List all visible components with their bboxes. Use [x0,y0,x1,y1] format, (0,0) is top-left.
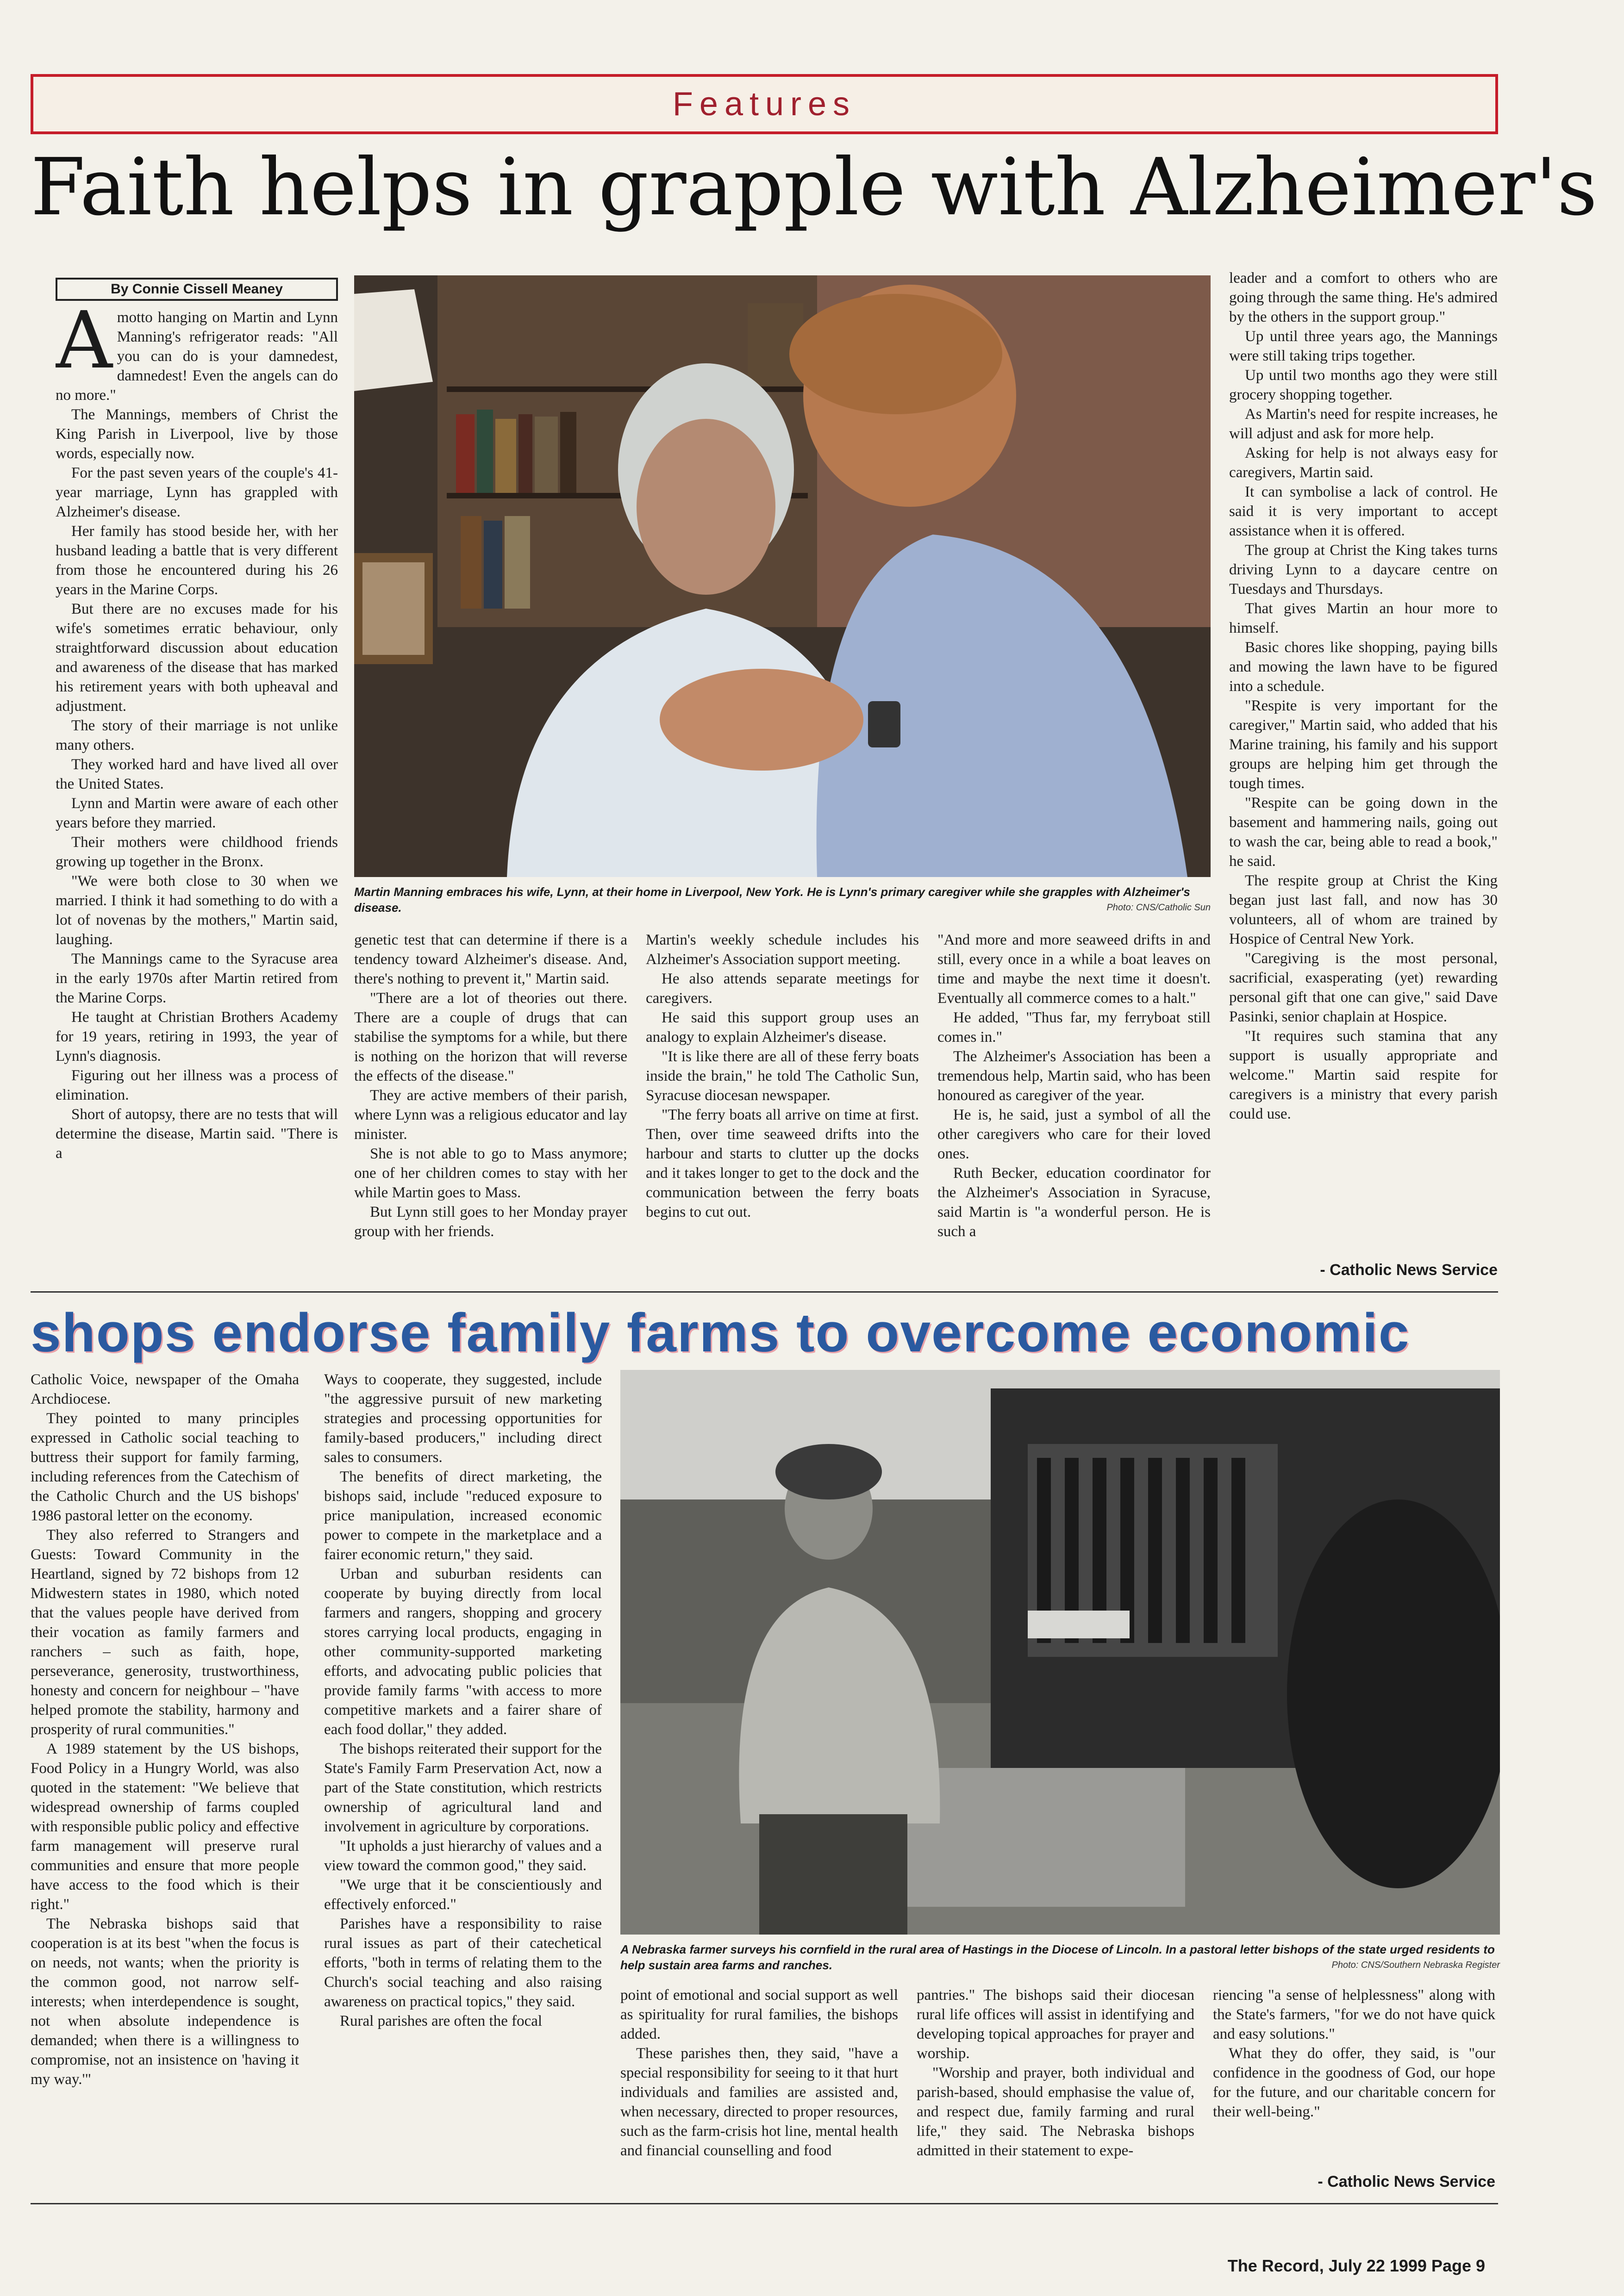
paragraph: Urban and suburban residents can cooperate by buying directly from local farmers and rangers, shopping and grocery stores carrying local products, engaging in other community-supported marketing efforts, and advocating public policies that provide family farms "with access to more competitive markets and a fairer share of each food dollar," they added. [324,1566,602,1738]
photo1-caption: Martin Manning embraces his wife, Lynn, at their home in Liverpool, New York. He is Lynn's primary caregiver while she grapples with Alzheimer's disease. [354,885,1190,915]
paragraph: The Mannings came to the Syracuse area in the early 1970s after Martin retired from the Marine Corps. [56,951,338,1006]
photo1-credit: Photo: CNS/Catholic Sun [1106,902,1211,913]
paragraph: Lynn and Martin were aware of each other years before they married. [56,795,338,831]
photo2-caption: A Nebraska farmer surveys his cornfield in the rural area of Hastings in the Diocese of Lincoln. In a pastoral letter bishops of the state urged residents to help sustain area farms and ranches. [620,1942,1495,1972]
paragraph: "We urge that it be conscientiously and effectively enforced." [324,1877,602,1913]
paragraph: He added, "Thus far, my ferryboat still comes in." [937,1009,1211,1045]
article2-column-5 [1213,1985,1495,2171]
photo2-credit: Photo: CNS/Southern Nebraska Register [1331,1960,1500,1970]
paragraph: Up until three years ago, the Mannings were still taking trips together. [1229,328,1498,364]
paragraph: The bishops reiterated their support for the State's Family Farm Preservation Act, now a part of the State constitution, which restricts ownership of agricultural land and involvement in agriculture by corporations. [324,1741,602,1835]
paragraph: He said this support group uses an analogy to explain Alzheimer's disease. [646,1009,919,1045]
paragraph: That gives Martin an hour more to himself. [1229,600,1498,636]
paragraph: Asking for help is not always easy for caregivers, Martin said. [1229,445,1498,481]
photo-nebraska-farmer [620,1370,1500,1935]
article2-column-4 [917,1985,1194,2198]
paragraph: Their mothers were childhood friends growing up together in the Bronx. [56,834,338,870]
paragraph: What they do offer, they said, is "our confidence in the goodness of God, our hope for the future, and our charitable concern for their well-being." [1213,2045,1495,2120]
photo-couple-embrace [354,275,1211,877]
paragraph: Her family has stood beside her, with her husband leading a battle that is very different from those he encountered during his 26 years in the Marine Corps. [56,523,338,598]
article1-signoff: - Catholic News Service [1320,1261,1498,1279]
paragraph: point of emotional and social support as well as spirituality for rural families, the bishops added. [620,1987,898,2042]
paragraph: motto hanging on Martin and Lynn Manning's refrigerator reads: "All you can do is your damnedest, damnedest! Even the angels can do no more." [56,309,338,404]
article2-column-1 [31,1370,299,2198]
paragraph: "Caregiving is the most personal, sacrificial, exasperating (yet) rewarding personal gift that one can give," said Dave Pasinki, senior chaplain at Hospice. [1229,950,1498,1025]
paragraph: The respite group at Christ the King began just last fall, and now has 30 volunteers, all of whom are trained by Hospice of Central New York. [1229,872,1498,947]
paragraph: The Mannings, members of Christ the King Parish in Liverpool, live by those words, especially now. [56,406,338,462]
article2-column-2 [324,1370,602,2198]
paragraph: pantries." The bishops said their diocesan rural life offices will assist in identifying and developing topical approaches for prayer and worship. [917,1987,1194,2062]
paragraph: "Respite can be going down in the basement and hammering nails, going out to wash the car, being able to read a book," he said. [1229,795,1498,870]
article2-headline: shops endorse family farms to overcome economic [31,1302,1410,1363]
paragraph: "It requires such stamina that any support is usually appropriate and welcome." Martin said respite for caregivers is a ministry that every parish could use. [1229,1028,1498,1122]
article-headline: Faith helps in grapple with Alzheimer's [31,142,1598,233]
paragraph: "It upholds a just hierarchy of values and a view toward the common good," they said. [324,1838,602,1874]
paragraph: He also attends separate meetings for caregivers. [646,971,919,1007]
paragraph: Ways to cooperate, they suggested, include "the aggressive pursuit of new marketing strategies and processing opportunities for family-based producers," including direct sales to consumers. [324,1371,602,1466]
paragraph: genetic test that can determine if there is a tendency toward Alzheimer's disease. And, there's nothing to prevent it," Martin said. [354,932,627,987]
paragraph: The story of their marriage is not unlike many others. [56,717,338,753]
drop-cap: A [56,308,112,386]
paragraph: "We were both close to 30 when we married. I think it had something to do with a lot of novenas by the mothers," Martin said, laughing. [56,873,338,948]
article2-column-3 [620,1985,898,2198]
paragraph: "There are a lot of theories out there. There are a couple of drugs that can stabilise the symptoms for a while, but there is nothing on the horizon that will reverse the effects of the disease." [354,990,627,1084]
paragraph: "Worship and prayer, both individual and parish-based, should emphasise the value of, and respect due, family farming and rural life," they said. The Nebraska bishops admitted in their statement to expe- [917,2065,1194,2159]
paragraph: The Nebraska bishops said that cooperation is at its best "when the focus is on needs, not wants; when the priority is the common good, not narrow self-interests; when interdependence is sought, not when absolute independence is demanded; when there is a willingness to compromise, not an insistence on 'having it my way.'" [31,1916,299,2088]
paragraph: "And more and more seaweed drifts in and still, every once in a while a boat leaves on time and maybe the next time it doesn't. Eventually all commerce comes to a halt." [937,932,1211,1007]
article1-column-1 [56,308,338,1289]
paragraph: Catholic Voice, newspaper of the Omaha Archdiocese. [31,1371,299,1407]
paragraph: "Respite is very important for the caregiver," Martin said, who added that his Marine training, his family and his support groups are helping him get through the tough times. [1229,697,1498,792]
paragraph: He is, he said, just a symbol of all the other caregivers who care for their loved ones. [937,1107,1211,1162]
paragraph: Short of autopsy, there are no tests that will determine the disease, Martin said. "There is a [56,1106,338,1162]
article-divider [31,1291,1498,1293]
paragraph: "The ferry boats all arrive on time at first. Then, over time seaweed drifts into the harbour and starts to clutter up the docks and it takes longer to get to the dock and the communication between the ferry boats begins to cut out. [646,1107,919,1220]
paragraph: The benefits of direct marketing, the bishops said, include "reduced exposure to price manipulation, increased economic power to compete in the marketplace and a fairer economic return," they said. [324,1468,602,1563]
paragraph: It can symbolise a lack of control. He said it is very important to accept assistance when it is offered. [1229,484,1498,539]
section-label: Features [672,86,856,123]
paragraph: For the past seven years of the couple's 41-year marriage, Lynn has grappled with Alzheimer's disease. [56,465,338,520]
paragraph: A 1989 statement by the US bishops, Food Policy in a Hungry World, was also quoted in the statement: "We believe that widespread ownership of farms coupled with responsible public policy and effective farm management will preserve rural communities and ensure that more people have access to the food which is their right." [31,1741,299,1913]
paragraph: Martin's weekly schedule includes his Alzheimer's Association support meeting. [646,932,919,968]
section-banner [31,74,1498,134]
paragraph: They are active members of their parish, where Lynn was a religious educator and lay minister. [354,1087,627,1143]
article2-signoff: - Catholic News Service [1318,2173,1495,2190]
paragraph: Rural parishes are often the focal [340,2013,543,2029]
paragraph: Parishes have a responsibility to raise rural issues as part of their catechetical efforts, "both in terms of relating them to the Church's social teaching and also raising awareness on practical topics," they said. [324,1916,602,2010]
paragraph: Up until two months ago they were still grocery shopping together. [1229,367,1498,403]
paragraph: riencing "a sense of helplessness" along with the State's farmers, "for we do not have quick and easy solutions." [1213,1987,1495,2042]
photo-farmer-illustration [620,1370,1500,1935]
page-bottom-rule [31,2203,1498,2204]
article1-column-5 [1229,268,1498,1254]
paragraph: He taught at Christian Brothers Academy for 19 years, retiring in 1993, the year of Lynn's diagnosis. [56,1009,338,1064]
paragraph: leader and a comfort to others who are going through the same thing. He's admired by the others in the support group." [1229,270,1498,325]
article1-column-4 [937,930,1211,1287]
photo-couple-illustration [354,275,1211,877]
byline: By Connie Cissell Meaney [56,278,338,301]
paragraph: Basic chores like shopping, paying bills and mowing the lawn have to be figured into a schedule. [1229,639,1498,695]
paragraph: She is not able to go to Mass anymore; one of her children comes to stay with her while Martin goes to Mass. [354,1145,627,1201]
paragraph: Figuring out her illness was a process of elimination. [56,1067,338,1103]
paragraph: They pointed to many principles expressed in Catholic social teaching to buttress their support for family farming, including references from the Catechism of the Catholic Church and the US bishops' 1986 pastoral letter on the economy. [31,1410,299,1524]
paragraph: Ruth Becker, education coordinator for the Alzheimer's Association in Syracuse, said Martin is "a wonderful person. He is such a [937,1165,1211,1240]
paragraph: The group at Christ the King takes turns driving Lynn to a daycare centre on Tuesdays and Thursdays. [1229,542,1498,597]
paragraph: They worked hard and have lived all over the United States. [56,756,338,792]
paragraph: But Lynn still goes to her Monday prayer group with her friends. [354,1204,627,1240]
paragraph: As Martin's need for respite increases, he will adjust and ask for more help. [1229,406,1498,442]
paragraph: "It is like there are all of these ferry boats inside the brain," he told The Catholic Sun, Syracuse diocesan newspaper. [646,1048,919,1104]
paragraph: They also referred to Strangers and Guests: Toward Community in the Heartland, signed by 72 bishops from 12 Midwestern states in 1980, which noted that the values people have derived from their vocation as family farmers and ranchers – such as faith, hope, perseverance, generosity, trustworthiness, honesty and concern for neighbour – "have helped promote the stability, harmony and prosperity of rural communities." [31,1527,299,1738]
article1-column-2 [354,930,627,1287]
paragraph: The Alzheimer's Association has been a tremendous help, Martin said, who has been honoured as caregiver of the year. [937,1048,1211,1104]
page-footer: The Record, July 22 1999 Page 9 [1227,2256,1485,2275]
paragraph: These parishes then, they said, "have a special responsibility for seeing to it that hurt individuals and families are assisted and, when necessary, directed to proper resources, such as the farm-crisis hot line, mental health and financial counselling and food [620,2045,898,2159]
paragraph: But there are no excuses made for his wife's sometimes erratic behaviour, only straightforward discussion about education and awareness of the disease that has marked his retirement years with both upheaval and adjustment. [56,601,338,715]
article1-column-3 [646,930,919,1287]
